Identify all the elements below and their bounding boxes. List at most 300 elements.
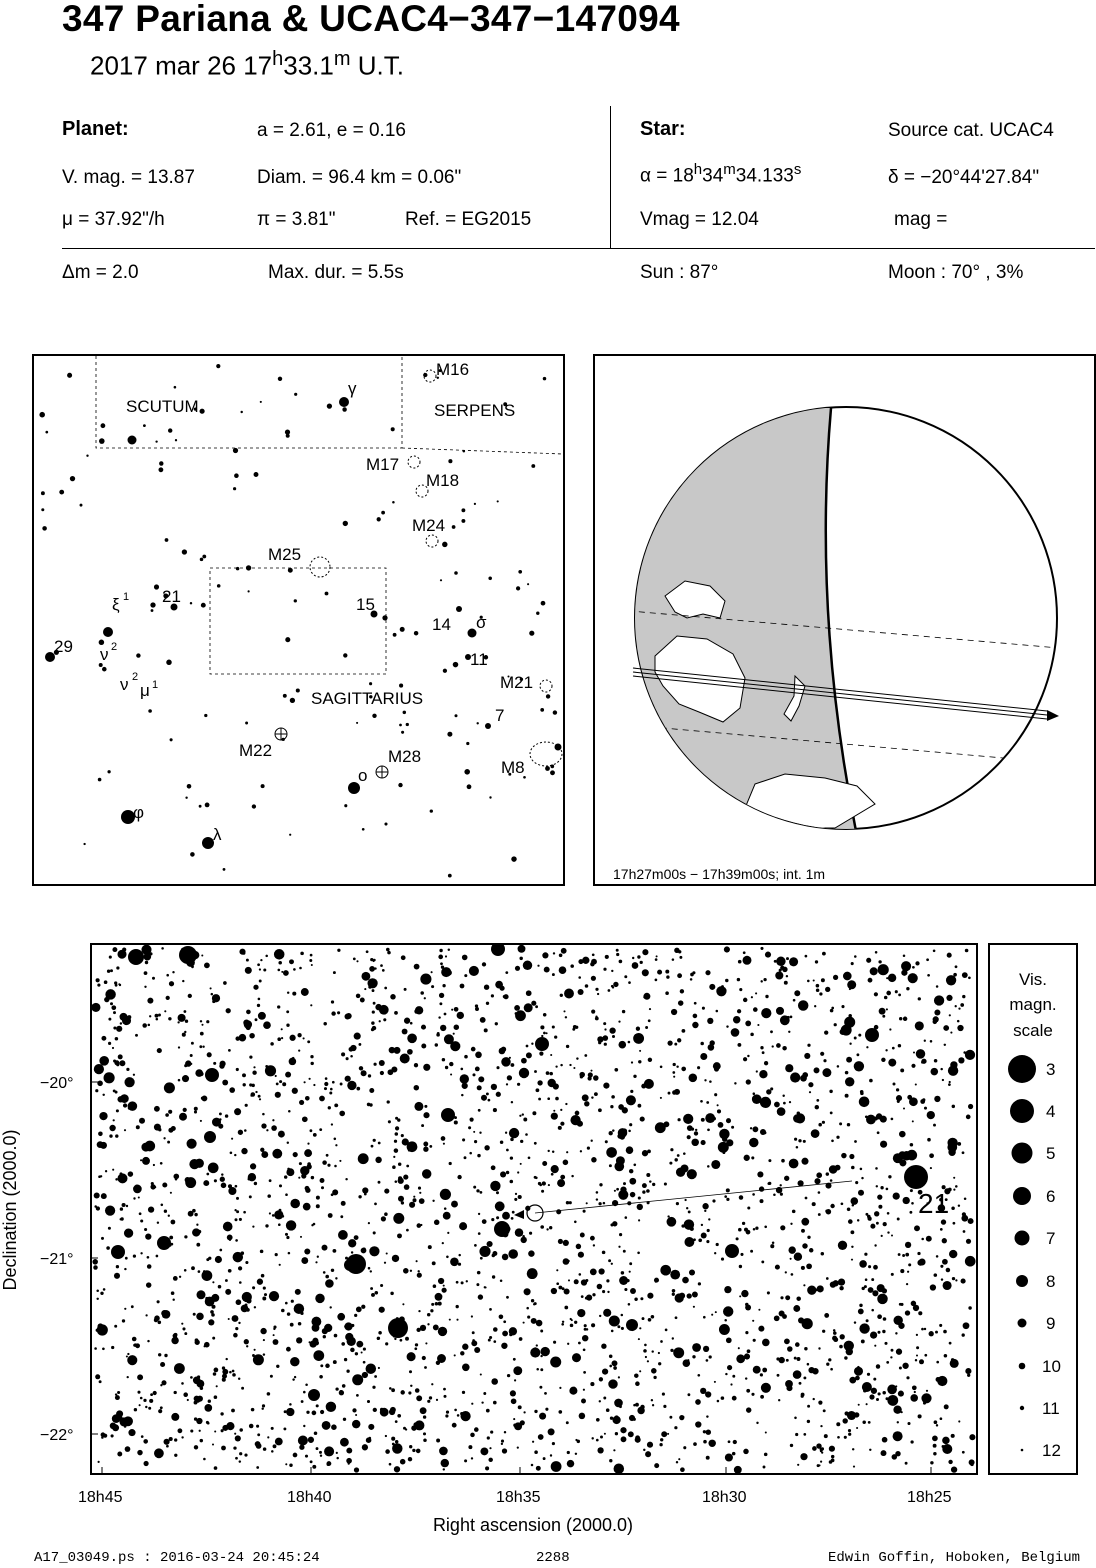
- field-star: [545, 1408, 548, 1411]
- field-star: [670, 1148, 673, 1151]
- field-star: [421, 1025, 426, 1030]
- field-star: [420, 991, 424, 995]
- finder-star: [294, 393, 297, 396]
- field-star: [222, 1366, 225, 1369]
- field-star: [671, 1009, 677, 1015]
- field-star: [428, 1245, 432, 1249]
- field-star: [103, 1288, 106, 1291]
- field-star: [279, 1184, 282, 1187]
- field-star: [243, 1083, 246, 1086]
- field-star: [851, 962, 854, 965]
- field-star: [726, 1198, 729, 1201]
- field-star: [474, 1347, 480, 1353]
- finder-star: [143, 424, 146, 427]
- field-star: [306, 1411, 309, 1414]
- field-star: [893, 1083, 896, 1086]
- field-star: [732, 1452, 736, 1456]
- field-star: [538, 1434, 544, 1440]
- field-star: [642, 1183, 647, 1188]
- field-star: [506, 1171, 509, 1174]
- field-star: [636, 1027, 640, 1031]
- field-star: [574, 1221, 577, 1224]
- field-star: [652, 1350, 654, 1352]
- field-star: [762, 1368, 767, 1373]
- field-star: [789, 1101, 791, 1103]
- asteroid-track: [535, 1181, 852, 1213]
- field-star: [287, 991, 289, 993]
- field-star: [912, 966, 915, 969]
- field-star: [412, 1449, 415, 1452]
- y-axis-label: Declination (2000.0): [0, 1129, 20, 1291]
- field-star: [315, 1294, 324, 1303]
- field-star: [309, 1341, 311, 1343]
- field-star: [785, 1271, 787, 1273]
- finder-star: [325, 592, 329, 596]
- field-star: [400, 1459, 406, 1465]
- field-star: [930, 1461, 933, 1464]
- field-star: [613, 1449, 615, 1451]
- field-star: [701, 1224, 703, 1226]
- field-star: [118, 1173, 128, 1183]
- field-star: [423, 1415, 426, 1418]
- field-star: [379, 1020, 381, 1022]
- minute-unit: m: [333, 48, 351, 70]
- field-star: [779, 969, 782, 972]
- field-star: [323, 1271, 326, 1274]
- field-star: [637, 1407, 644, 1414]
- field-star: [891, 1273, 894, 1276]
- field-star: [921, 1061, 924, 1064]
- finder-bright-star: [128, 436, 137, 445]
- field-star: [154, 1318, 158, 1322]
- field-star: [235, 1327, 238, 1330]
- field-star: [687, 1169, 697, 1179]
- field-star: [385, 1342, 388, 1345]
- field-star: [642, 969, 649, 976]
- field-star: [502, 1231, 508, 1237]
- field-star: [531, 1001, 536, 1006]
- field-star: [336, 1457, 338, 1459]
- finder-star: [159, 461, 163, 465]
- field-star: [391, 1388, 395, 1392]
- field-star: [443, 1143, 445, 1145]
- field-star: [871, 1278, 874, 1281]
- field-star: [299, 1100, 304, 1105]
- field-star: [898, 1151, 906, 1159]
- field-star: [566, 1421, 569, 1424]
- field-star: [489, 1308, 492, 1311]
- field-star: [612, 1221, 617, 1226]
- field-star: [968, 1104, 973, 1109]
- field-star: [579, 1072, 585, 1078]
- field-star: [593, 1075, 599, 1081]
- field-star: [847, 1208, 851, 1212]
- field-star: [439, 949, 442, 952]
- field-star: [414, 1102, 423, 1111]
- field-star: [787, 1386, 790, 1389]
- field-star: [231, 1409, 235, 1413]
- field-star: [234, 1108, 241, 1115]
- field-star: [219, 1249, 222, 1252]
- field-star: [611, 1263, 613, 1265]
- field-star: [526, 1307, 529, 1310]
- field-star: [339, 1160, 341, 1162]
- field-star: [772, 1045, 774, 1047]
- field-star: [774, 1315, 780, 1321]
- field-star: [519, 957, 522, 960]
- field-star: [476, 1189, 479, 1192]
- field-star: [99, 1380, 102, 1383]
- field-star: [618, 1128, 628, 1138]
- field-star: [726, 1337, 732, 1343]
- field-star: [243, 1211, 246, 1214]
- field-star: [927, 1138, 931, 1142]
- field-star: [299, 1162, 302, 1165]
- field-star: [743, 1057, 747, 1061]
- field-star: [462, 1344, 468, 1350]
- field-star: [305, 1384, 308, 1387]
- field-star: [491, 1084, 497, 1090]
- field-star: [319, 1375, 323, 1379]
- field-star: [718, 1122, 724, 1128]
- field-star: [469, 1152, 472, 1155]
- field-star: [402, 1029, 408, 1035]
- field-star: [895, 1332, 897, 1334]
- field-star: [851, 1259, 853, 1261]
- field-star: [751, 996, 753, 998]
- legend-title-line3: scale: [1013, 1021, 1053, 1040]
- field-star: [957, 1142, 961, 1146]
- field-star: [407, 1352, 416, 1361]
- field-star: [479, 1246, 490, 1257]
- field-star: [347, 1081, 356, 1090]
- field-star: [911, 1202, 914, 1205]
- field-star: [803, 1376, 806, 1379]
- field-star: [537, 965, 539, 967]
- field-star: [324, 1087, 327, 1090]
- field-star: [744, 1155, 750, 1161]
- finder-star: [406, 723, 409, 726]
- field-star: [401, 955, 406, 960]
- field-star: [206, 1421, 209, 1424]
- field-star: [608, 989, 611, 992]
- field-star: [725, 1453, 733, 1461]
- field-star: [132, 1337, 137, 1342]
- field-star: [616, 949, 619, 952]
- field-star: [706, 1415, 708, 1417]
- field-star: [958, 1204, 960, 1206]
- field-star: [703, 1316, 706, 1319]
- field-star: [267, 1436, 269, 1438]
- field-star: [936, 1255, 939, 1258]
- field-star: [135, 1034, 138, 1037]
- field-star: [140, 1219, 143, 1222]
- field-star: [813, 1398, 815, 1400]
- field-star: [883, 1222, 887, 1226]
- field-star: [807, 1420, 810, 1423]
- field-star: [682, 1029, 686, 1033]
- star-chart: [90, 943, 978, 1475]
- field-star: [566, 1045, 569, 1048]
- serpens-label: SERPENS: [434, 401, 516, 420]
- field-star: [101, 1193, 107, 1199]
- field-star: [933, 1020, 938, 1025]
- field-star: [414, 1063, 418, 1067]
- finder-star: [344, 804, 347, 807]
- finder-svg: [34, 356, 563, 884]
- field-star: [399, 1316, 405, 1322]
- field-star: [818, 1347, 820, 1349]
- field-star: [137, 1450, 142, 1455]
- field-star: [917, 1252, 920, 1255]
- field-star: [743, 1449, 749, 1455]
- field-star: [481, 1095, 487, 1101]
- field-star: [571, 1319, 573, 1321]
- field-star: [946, 975, 956, 985]
- field-star: [361, 1248, 367, 1254]
- field-star: [190, 1054, 193, 1057]
- field-star: [344, 1322, 352, 1330]
- field-star: [813, 979, 815, 981]
- field-star: [515, 1193, 517, 1195]
- field-star: [524, 1003, 533, 1012]
- field-star: [913, 1051, 915, 1053]
- field-star: [413, 1422, 418, 1427]
- field-star: [502, 1212, 510, 1220]
- field-star: [690, 978, 693, 981]
- field-star: [803, 1284, 805, 1286]
- field-star: [816, 1172, 822, 1178]
- field-star: [191, 1042, 194, 1045]
- field-star: [873, 1265, 878, 1270]
- field-star: [408, 1457, 412, 1461]
- field-star: [123, 1103, 127, 1107]
- field-star: [871, 1309, 874, 1312]
- field-star: [252, 1286, 255, 1289]
- field-star: [809, 1091, 811, 1093]
- field-star: [955, 965, 958, 968]
- field-star: [228, 1318, 230, 1320]
- field-star: [371, 1145, 374, 1148]
- finder-star: [443, 669, 447, 673]
- field-star: [738, 1228, 742, 1232]
- field-star: [764, 1131, 767, 1134]
- field-star: [301, 1400, 304, 1403]
- field-star: [158, 1128, 161, 1131]
- field-star: [590, 1382, 594, 1386]
- field-star: [356, 994, 361, 999]
- field-star: [814, 1067, 820, 1073]
- field-star: [833, 1329, 836, 1332]
- field-star: [454, 1409, 457, 1412]
- field-star: [335, 1144, 337, 1146]
- field-star: [326, 1154, 329, 1157]
- finder-star: [430, 809, 433, 812]
- field-bright-star: [344, 1259, 356, 1271]
- field-star: [779, 1357, 785, 1363]
- field-star: [432, 1200, 434, 1202]
- field-star: [473, 1186, 476, 1189]
- field-star: [602, 1290, 605, 1293]
- field-star: [684, 1237, 694, 1247]
- field-star: [916, 1346, 919, 1349]
- field-star: [897, 1218, 900, 1221]
- x-tick-18h40: 18h40: [287, 1489, 332, 1506]
- field-star: [560, 1064, 562, 1066]
- field-star: [309, 1078, 311, 1080]
- field-star: [142, 1023, 147, 1028]
- field-star: [634, 1298, 637, 1301]
- field-star: [519, 1337, 523, 1341]
- field-star: [143, 953, 151, 961]
- field-star: [888, 974, 896, 982]
- field-star: [782, 1046, 787, 1051]
- field-star: [337, 1313, 345, 1321]
- field-star: [424, 1366, 427, 1369]
- field-star: [944, 1354, 948, 1358]
- field-star: [856, 1427, 858, 1429]
- field-star: [195, 1069, 203, 1077]
- field-star: [448, 948, 450, 950]
- field-star: [118, 1054, 123, 1059]
- field-star: [948, 1460, 952, 1464]
- field-star: [732, 1396, 737, 1401]
- field-star: [747, 1055, 749, 1057]
- field-star: [102, 1347, 105, 1350]
- field-star: [395, 1180, 398, 1183]
- field-star: [158, 1353, 161, 1356]
- field-star: [542, 952, 548, 958]
- finder-star: [101, 423, 106, 428]
- field-star: [346, 1370, 349, 1373]
- field-star: [794, 1253, 802, 1261]
- field-star: [124, 1228, 133, 1237]
- finder-star: [497, 500, 499, 502]
- field-star: [501, 1057, 511, 1067]
- event-date: 2017 mar 26 17: [90, 50, 273, 81]
- field-star: [501, 1047, 506, 1052]
- field-star: [892, 1047, 895, 1050]
- field-star: [127, 1355, 137, 1365]
- field-star: [232, 1373, 236, 1377]
- field-star: [798, 1139, 801, 1142]
- field-star: [743, 951, 746, 954]
- field-star: [285, 1463, 287, 1465]
- field-star: [597, 1036, 603, 1042]
- field-star: [446, 1256, 449, 1259]
- field-star: [356, 1394, 359, 1397]
- field-star: [888, 1175, 891, 1178]
- field-star: [371, 1021, 374, 1024]
- field-star: [421, 1124, 424, 1127]
- field-star: [139, 1404, 141, 1406]
- field-star: [474, 1140, 477, 1143]
- field-star: [425, 1342, 427, 1344]
- field-star: [962, 1451, 965, 1454]
- field-star: [387, 1100, 390, 1103]
- field-star: [285, 1233, 288, 1236]
- field-star: [488, 1099, 491, 1102]
- field-star: [451, 1009, 453, 1011]
- field-star: [270, 1375, 273, 1378]
- field-star: [867, 1216, 871, 1220]
- field-star: [611, 1095, 615, 1099]
- field-star: [861, 1177, 863, 1179]
- field-star: [942, 1238, 947, 1243]
- field-star: [570, 1324, 574, 1328]
- field-star: [275, 1075, 277, 1077]
- field-star: [492, 1275, 495, 1278]
- field-star: [702, 1007, 705, 1010]
- m24-marker: [426, 535, 438, 547]
- field-star: [523, 1322, 525, 1324]
- field-star: [613, 982, 618, 987]
- field-star: [806, 1263, 812, 1269]
- field-star: [618, 1190, 628, 1200]
- field-star: [680, 989, 684, 993]
- field-star: [392, 1443, 395, 1446]
- field-star: [940, 1228, 943, 1231]
- field-star: [871, 1388, 877, 1394]
- field-star: [618, 1020, 620, 1022]
- field-star: [120, 1013, 128, 1021]
- finder-star: [540, 708, 544, 712]
- field-star: [968, 976, 971, 979]
- field-star: [436, 1439, 440, 1443]
- field-star: [416, 1260, 418, 1262]
- field-star: [158, 1409, 162, 1413]
- field-star: [439, 1002, 442, 1005]
- field-star: [582, 957, 589, 964]
- field-star: [296, 1337, 302, 1343]
- field-star: [97, 984, 100, 987]
- field-star: [370, 1270, 372, 1272]
- field-star: [807, 980, 810, 983]
- finder-star: [166, 660, 172, 666]
- field-star: [638, 1219, 640, 1221]
- finder-star: [398, 783, 402, 787]
- y-tick-20: −20°: [40, 1075, 74, 1092]
- field-star: [436, 1033, 440, 1037]
- field-star: [656, 955, 658, 957]
- field-star: [485, 1286, 487, 1288]
- ra-hour-unit: h: [693, 161, 703, 178]
- field-star: [582, 1335, 588, 1341]
- field-star: [877, 1194, 882, 1199]
- field-star: [648, 1058, 652, 1062]
- field-star: [277, 1037, 281, 1041]
- field-star: [368, 985, 371, 988]
- field-star: [820, 1448, 824, 1452]
- field-star: [116, 1265, 119, 1268]
- field-star: [595, 988, 598, 991]
- field-star: [781, 1159, 785, 1163]
- field-star: [372, 1250, 378, 1256]
- field-star: [124, 1308, 126, 1310]
- field-star: [833, 1337, 838, 1342]
- field-star: [484, 985, 489, 990]
- field-star: [158, 1014, 161, 1017]
- field-star: [380, 1408, 384, 1412]
- field-star: [317, 1256, 319, 1258]
- field-star: [647, 1293, 653, 1299]
- field-star: [534, 1302, 537, 1305]
- field-star: [174, 1363, 185, 1374]
- field-star: [221, 1429, 224, 1432]
- finder-star: [187, 784, 192, 789]
- xi2-sup: 2: [111, 641, 118, 653]
- field-star: [391, 1437, 395, 1441]
